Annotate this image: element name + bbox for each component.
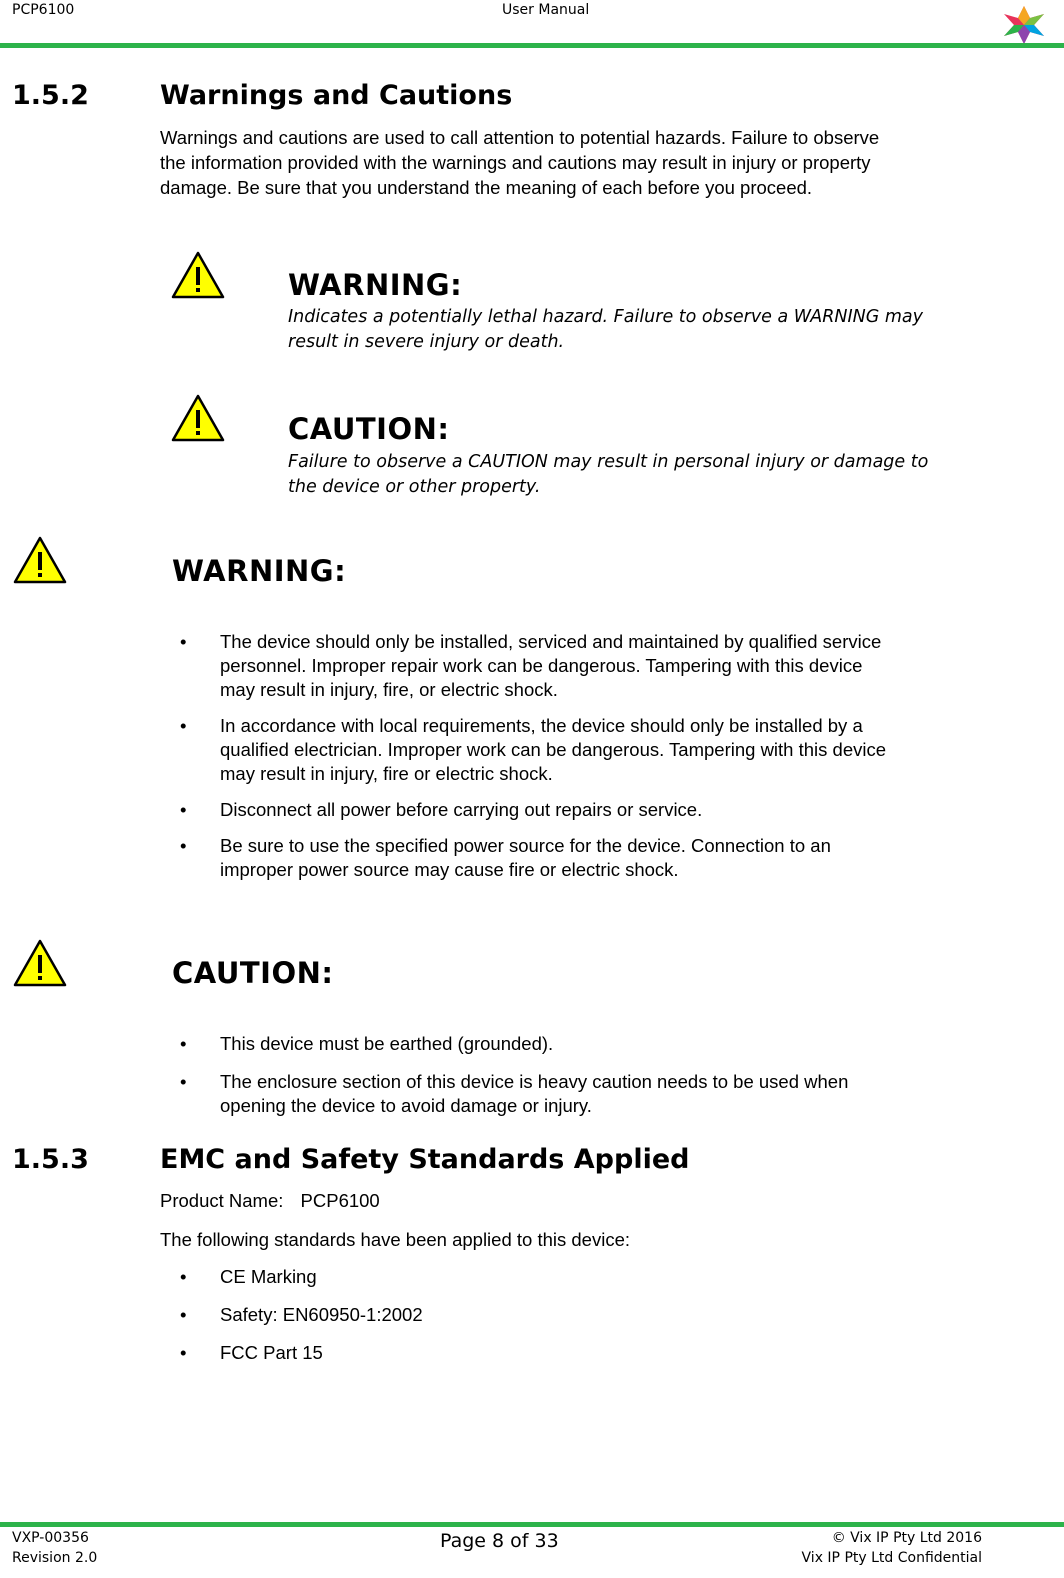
footer-page-number: Page 8 of 33 xyxy=(440,1530,559,1552)
footer-rule xyxy=(0,1522,1064,1527)
list-item xyxy=(180,714,980,786)
header-doc-type: User Manual xyxy=(502,2,590,18)
intro-line: Warnings and cautions are used to call attention to potential hazards. Failure to observe xyxy=(160,127,880,148)
list-item xyxy=(180,1303,980,1327)
standard-item: FCC Part 15 xyxy=(220,1342,323,1363)
list-item xyxy=(180,834,980,882)
section-title: Warnings and Cautions xyxy=(160,80,513,111)
bullet-line: opening the device to avoid damage or injury. xyxy=(220,1095,592,1116)
bullet-line: may result in injury, fire, or electric shock. xyxy=(220,679,558,700)
bullet-dot: • xyxy=(180,1342,187,1363)
footer-revision: Revision 2.0 xyxy=(12,1550,98,1566)
caution-bullet-list xyxy=(180,1032,980,1118)
footer-copyright: © Vix IP Pty Ltd 2016 xyxy=(831,1530,982,1546)
bullet-line: In accordance with local requirements, the device should only be installed by a xyxy=(220,715,863,736)
warning-bullet-list xyxy=(180,630,980,882)
section-number: 1.5.3 xyxy=(12,1144,89,1175)
bullet-line: The enclosure section of this device is heavy caution needs to be used when xyxy=(220,1071,849,1092)
section-number: 1.5.2 xyxy=(12,80,89,111)
bullet-line: Disconnect all power before carrying out repairs or service. xyxy=(220,799,703,820)
standards-list xyxy=(180,1265,980,1365)
list-item xyxy=(180,1070,980,1118)
header-rule xyxy=(0,43,1064,48)
bullet-dot: • xyxy=(180,631,187,652)
bullet-line: may result in injury, fire or electric shock. xyxy=(220,763,553,784)
warning-triangle-icon xyxy=(170,250,226,300)
desc-line: Failure to observe a CAUTION may result in personal injury or damage to xyxy=(288,452,929,472)
list-item xyxy=(180,1265,980,1289)
bullet-line: Be sure to use the specified power source for the device. Connection to an xyxy=(220,835,831,856)
bullet-dot: • xyxy=(180,1304,187,1325)
bullet-dot: • xyxy=(180,1266,187,1287)
product-name-value: PCP6100 xyxy=(300,1190,380,1211)
standard-item: Safety: EN60950-1:2002 xyxy=(220,1304,423,1325)
list-item xyxy=(180,1032,980,1056)
intro-line: the information provided with the warnings and cautions may result in injury or property xyxy=(160,152,871,173)
bullet-dot: • xyxy=(180,715,187,736)
bullet-dot: • xyxy=(180,835,187,856)
desc-line: result in severe injury or death. xyxy=(288,332,565,352)
caution-triangle-icon xyxy=(170,393,226,443)
intro-paragraph xyxy=(160,125,990,200)
bullet-dot: • xyxy=(180,1071,187,1092)
legend-caution-desc xyxy=(288,450,988,500)
caution-block-label: CAUTION: xyxy=(172,956,334,990)
list-item xyxy=(180,798,980,822)
bullet-line: This device must be earthed (grounded). xyxy=(220,1033,554,1054)
caution-triangle-icon xyxy=(12,938,68,988)
list-item xyxy=(180,630,980,702)
section-title: EMC and Safety Standards Applied xyxy=(160,1144,690,1175)
legend-warning-label: WARNING: xyxy=(288,268,463,302)
legend-caution-label: CAUTION: xyxy=(288,412,450,446)
bullet-dot: • xyxy=(180,799,187,820)
standard-item: CE Marking xyxy=(220,1266,317,1287)
desc-line: the device or other property. xyxy=(288,477,541,497)
header-product: PCP6100 xyxy=(12,2,75,18)
list-item xyxy=(180,1341,980,1365)
product-name-label: Product Name: xyxy=(160,1190,284,1211)
standards-intro: The following standards have been applied to this device: xyxy=(160,1229,630,1250)
product-name-line xyxy=(160,1188,380,1213)
bullet-line: personnel. Improper repair work can be dangerous. Tampering with this device xyxy=(220,655,863,676)
footer-confidential: Vix IP Pty Ltd Confidential xyxy=(801,1550,982,1566)
footer-doc-id: VXP-00356 xyxy=(12,1530,89,1546)
bullet-line: The device should only be installed, serviced and maintained by qualified service xyxy=(220,631,882,652)
intro-line: damage. Be sure that you understand the meaning of each before you proceed. xyxy=(160,177,813,198)
warning-triangle-icon xyxy=(12,535,68,585)
warning-block-label: WARNING: xyxy=(172,554,347,588)
bullet-line: improper power source may cause fire or electric shock. xyxy=(220,859,679,880)
vix-logo-icon xyxy=(1000,2,1048,48)
legend-warning-desc xyxy=(288,305,988,355)
desc-line: Indicates a potentially lethal hazard. Failure to observe a WARNING may xyxy=(288,307,923,327)
bullet-line: qualified electrician. Improper work can be dangerous. Tampering with this device xyxy=(220,739,887,760)
bullet-dot: • xyxy=(180,1033,187,1054)
